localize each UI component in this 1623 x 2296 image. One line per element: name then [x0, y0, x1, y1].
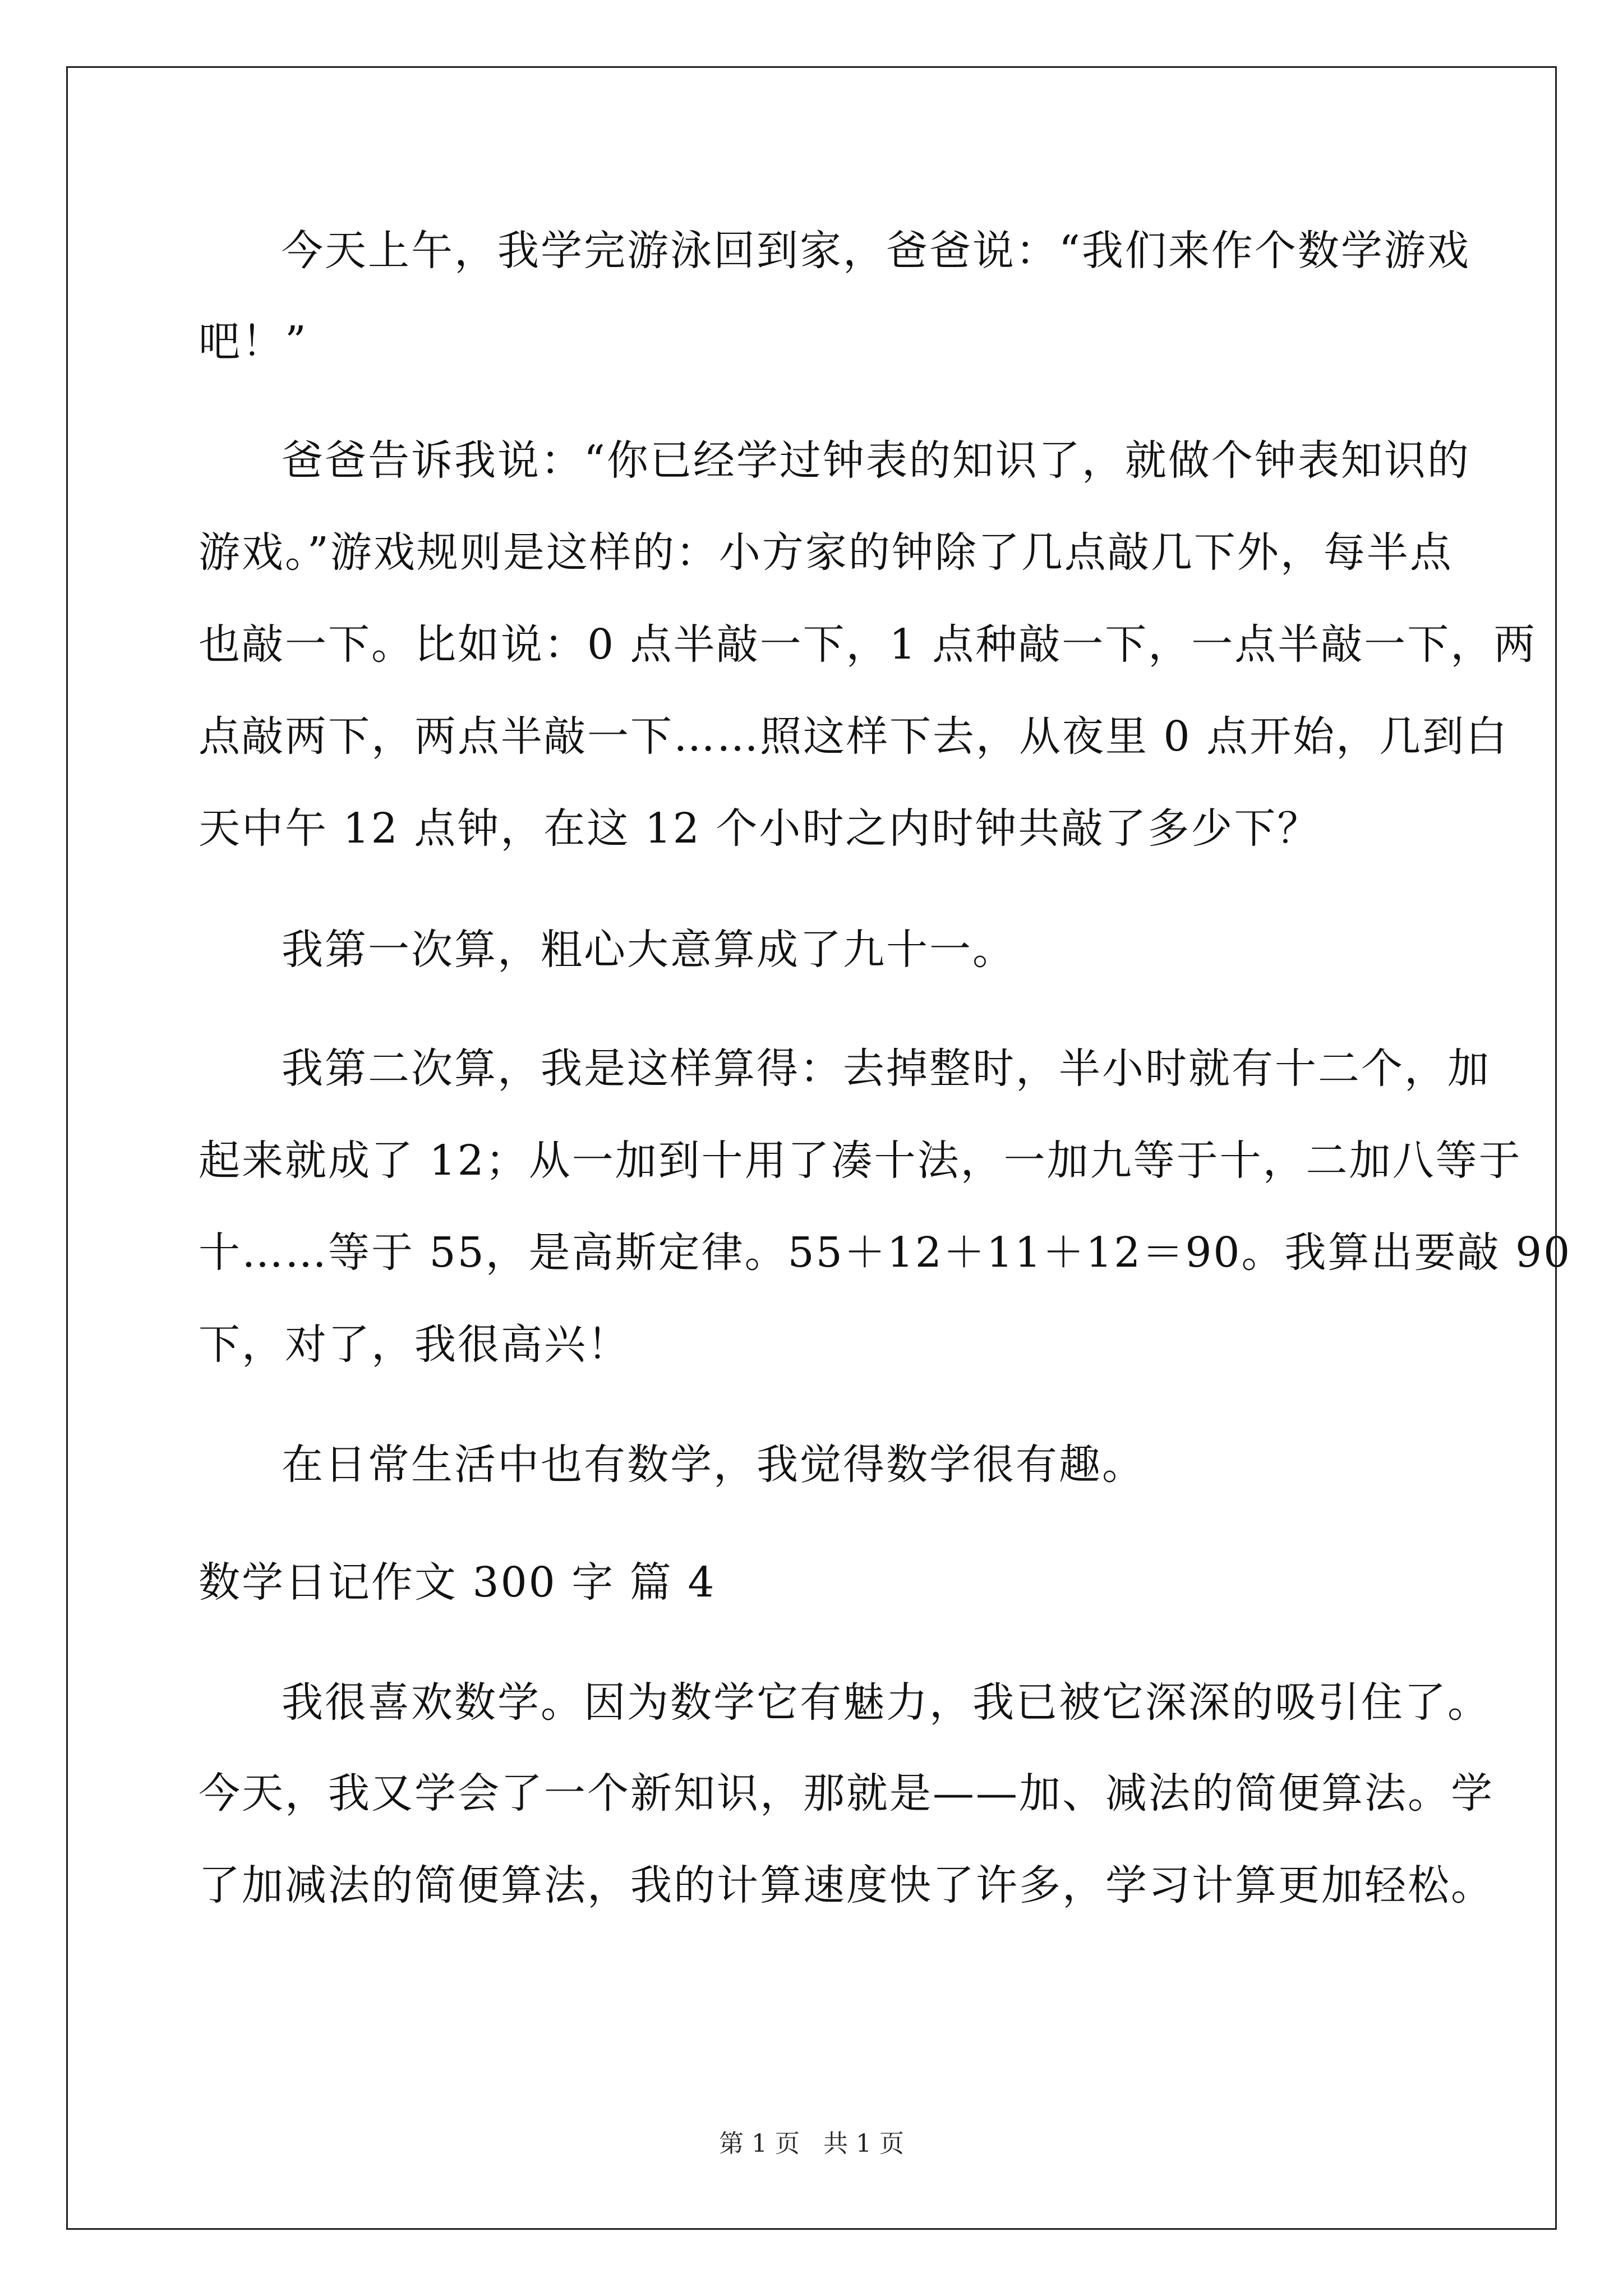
text-line: 十……等于 55，是高斯定律。55＋12＋11＋12＝90。我算出要敲 90 [199, 1228, 1572, 1277]
text-line: 起来就成了 12；从一加到十用了凑十法，一加九等于十，二加八等于 [199, 1137, 1522, 1185]
page-footer [0, 2123, 1623, 2159]
text-line: 游戏。”游戏规则是这样的：小方家的钟除了几点敲几下外，每半点 [199, 528, 1453, 577]
text-line: 今天，我又学会了一个新知识，那就是——加、减法的简便算法。学 [199, 1769, 1494, 1818]
text-line: 我第一次算，粗心大意算成了九十一。 [282, 926, 1016, 974]
text-line: 天中午 12 点钟，在这 12 个小时之内时钟共敲了多少下？ [199, 804, 1321, 853]
text-line: 我很喜欢数学。因为数学它有魅力，我已被它深深的吸引住了。 [282, 1678, 1491, 1727]
page-number: 第 1 页 [719, 2129, 800, 2158]
text-line: 今天上午，我学完游泳回到家，爸爸说：“我们来作个数学游戏 [282, 227, 1470, 275]
text-line: 了加减法的简便算法，我的计算速度快了许多，学习计算更加轻松。 [199, 1861, 1494, 1910]
text-line: 下，对了，我很高兴！ [199, 1320, 630, 1369]
text-line: 爸爸告诉我说：“你已经学过钟表的知识了，就做个钟表知识的 [282, 436, 1470, 485]
text-line: 点敲两下，两点半敲一下……照这样下去，从夜里 0 点开始，几到白 [199, 712, 1509, 761]
section-heading: 数学日记作文 300 字 篇 4 [199, 1558, 716, 1607]
page-total: 共 1 页 [823, 2129, 904, 2158]
text-line: 我第二次算，我是这样算得：去掉整时，半小时就有十二个，加 [282, 1045, 1491, 1093]
text-line: 在日常生活中也有数学，我觉得数学很有趣。 [282, 1441, 1145, 1489]
text-line: 吧！” [199, 318, 308, 366]
text-line: 也敲一下。比如说：0 点半敲一下，1 点种敲一下，一点半敲一下，两 [199, 620, 1537, 669]
